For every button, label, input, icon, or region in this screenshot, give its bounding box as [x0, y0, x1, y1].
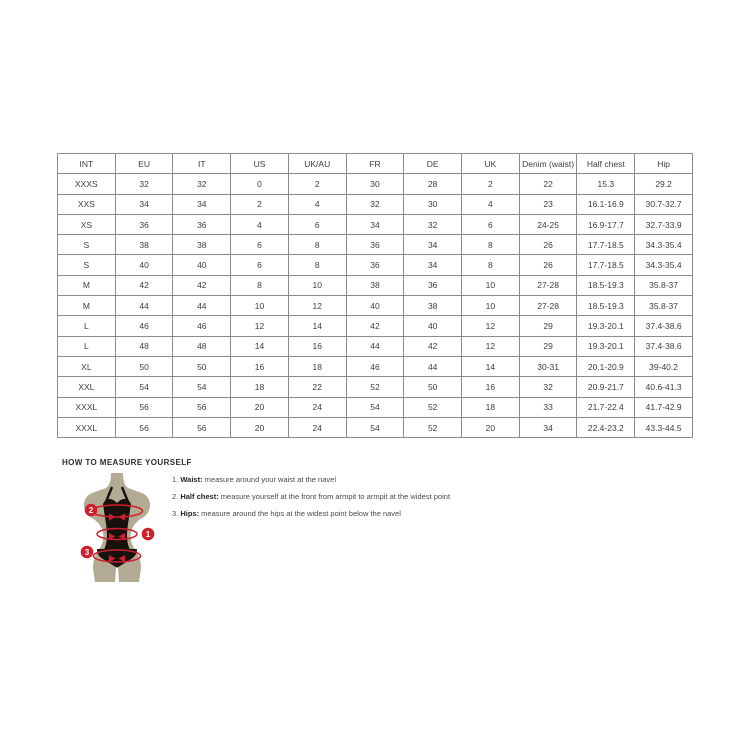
marker-chest	[85, 504, 98, 517]
table-cell: 54	[173, 377, 231, 397]
measure-step	[172, 471, 450, 488]
table-cell: 46	[115, 316, 173, 336]
table-cell: 44	[173, 296, 231, 316]
table-cell: 54	[115, 377, 173, 397]
table-cell: 34.3-35.4	[635, 235, 693, 255]
table-cell: 40.6-41.3	[635, 377, 693, 397]
table-cell: L	[58, 336, 116, 356]
table-row	[58, 336, 693, 356]
measure-step	[172, 505, 450, 522]
table-cell: M	[58, 296, 116, 316]
table-row	[58, 275, 693, 295]
table-cell: 32	[115, 174, 173, 194]
table-cell: 29	[519, 316, 577, 336]
measure-step	[172, 488, 450, 505]
step-text: measure around your waist at the navel	[202, 475, 336, 484]
camisole	[103, 499, 131, 550]
column-header: UK/AU	[288, 154, 346, 174]
table-cell: 40	[173, 255, 231, 275]
column-header: Hip	[635, 154, 693, 174]
table-cell: 43.3-44.5	[635, 417, 693, 437]
table-cell: 30	[404, 194, 462, 214]
table-cell: 16	[288, 336, 346, 356]
table-cell: 27-28	[519, 296, 577, 316]
table-cell: 12	[462, 336, 520, 356]
column-header: DE	[404, 154, 462, 174]
table-cell: 52	[404, 397, 462, 417]
table-row	[58, 214, 693, 234]
table-cell: S	[58, 255, 116, 275]
table-cell: 37.4-38.6	[635, 336, 693, 356]
column-header: Denim (waist)	[519, 154, 577, 174]
table-cell: 29.2	[635, 174, 693, 194]
table-cell: 6	[231, 235, 289, 255]
table-cell: 10	[462, 296, 520, 316]
table-cell: XS	[58, 214, 116, 234]
table-cell: 42	[173, 275, 231, 295]
table-cell: 36	[173, 214, 231, 234]
measure-section-title: HOW TO MEASURE YOURSELF	[62, 458, 192, 467]
table-cell: 34	[346, 214, 404, 234]
table-cell: 56	[173, 417, 231, 437]
table-cell: 16.9-17.7	[577, 214, 635, 234]
table-cell: 10	[231, 296, 289, 316]
step-number: 3.	[172, 509, 181, 519]
table-cell: 30-31	[519, 356, 577, 376]
table-cell: 56	[115, 417, 173, 437]
column-header: US	[231, 154, 289, 174]
table-cell: 10	[462, 275, 520, 295]
table-cell: 44	[115, 296, 173, 316]
table-cell: 46	[346, 356, 404, 376]
table-cell: 37.4-38.6	[635, 316, 693, 336]
table-cell: 56	[115, 397, 173, 417]
table-cell: 8	[231, 275, 289, 295]
table-cell: 27-28	[519, 275, 577, 295]
table-cell: 6	[231, 255, 289, 275]
table-cell: 12	[231, 316, 289, 336]
table-cell: 16	[231, 356, 289, 376]
column-header: EU	[115, 154, 173, 174]
table-cell: 50	[115, 356, 173, 376]
table-cell: 14	[462, 356, 520, 376]
table-cell: 50	[404, 377, 462, 397]
step-text: measure around the hips at the widest point below the navel	[199, 509, 401, 519]
table-row	[58, 235, 693, 255]
size-table-body	[58, 174, 693, 438]
table-cell: 32	[404, 214, 462, 234]
measurement-figure	[78, 470, 181, 595]
table-row	[58, 255, 693, 275]
table-cell: 44	[346, 336, 404, 356]
table-cell: 4	[288, 194, 346, 214]
table-cell: 50	[173, 356, 231, 376]
step-number: 2.	[172, 492, 181, 502]
table-cell: 32.7-33.9	[635, 214, 693, 234]
measure-steps	[172, 471, 450, 523]
table-cell: 18	[231, 377, 289, 397]
table-cell: 54	[346, 417, 404, 437]
mannequin-illustration	[78, 470, 181, 595]
table-cell: 19.3-20.1	[577, 316, 635, 336]
table-cell: XXXS	[58, 174, 116, 194]
size-table	[57, 153, 693, 438]
table-cell: 42	[115, 275, 173, 295]
table-cell: 21.7-22.4	[577, 397, 635, 417]
table-row	[58, 316, 693, 336]
table-cell: 20	[462, 417, 520, 437]
column-header: FR	[346, 154, 404, 174]
table-cell: 0	[231, 174, 289, 194]
table-cell: 42	[346, 316, 404, 336]
table-cell: 18.5-19.3	[577, 275, 635, 295]
table-cell: 56	[173, 397, 231, 417]
table-cell: 36	[115, 214, 173, 234]
table-cell: 24	[288, 417, 346, 437]
table-cell: 20	[231, 397, 289, 417]
table-cell: 18	[288, 356, 346, 376]
table-cell: 40	[404, 316, 462, 336]
table-cell: 24	[288, 397, 346, 417]
table-cell: 30	[346, 174, 404, 194]
table-cell: XXXL	[58, 417, 116, 437]
table-cell: 20.1-20.9	[577, 356, 635, 376]
table-cell: 36	[346, 255, 404, 275]
table-cell: 35.8-37	[635, 275, 693, 295]
table-cell: 22	[288, 377, 346, 397]
table-cell: 38	[173, 235, 231, 255]
table-cell: 12	[288, 296, 346, 316]
table-cell: 41.7-42.9	[635, 397, 693, 417]
table-cell: 6	[288, 214, 346, 234]
table-cell: 38	[346, 275, 404, 295]
table-cell: 15.3	[577, 174, 635, 194]
column-header: Half chest	[577, 154, 635, 174]
table-cell: 38	[404, 296, 462, 316]
table-cell: 12	[462, 316, 520, 336]
marker-hips	[81, 546, 94, 559]
table-cell: 18.5-19.3	[577, 296, 635, 316]
table-row	[58, 397, 693, 417]
table-cell: 34	[115, 194, 173, 214]
table-cell: 39-40.2	[635, 356, 693, 376]
table-cell: 20.9-21.7	[577, 377, 635, 397]
svg-text:1: 1	[145, 530, 151, 539]
table-cell: 33	[519, 397, 577, 417]
table-cell: 44	[404, 356, 462, 376]
column-header: UK	[462, 154, 520, 174]
table-cell: 14	[231, 336, 289, 356]
table-cell: S	[58, 235, 116, 255]
table-cell: 2	[288, 174, 346, 194]
table-cell: 34.3-35.4	[635, 255, 693, 275]
table-cell: XXL	[58, 377, 116, 397]
column-header: IT	[173, 154, 231, 174]
step-label: Waist:	[180, 475, 203, 484]
table-cell: 34	[519, 417, 577, 437]
table-header-row	[58, 154, 693, 174]
table-cell: 4	[231, 214, 289, 234]
table-cell: L	[58, 316, 116, 336]
table-cell: 26	[519, 255, 577, 275]
table-cell: 17.7-18.5	[577, 255, 635, 275]
marker-waist	[142, 528, 155, 541]
table-cell: 18	[462, 397, 520, 417]
table-cell: 28	[404, 174, 462, 194]
table-cell: 14	[288, 316, 346, 336]
table-cell: 52	[404, 417, 462, 437]
table-cell: 34	[404, 255, 462, 275]
step-text: measure yourself at the front from armpit to armpit at the widest point	[218, 492, 451, 502]
table-cell: 52	[346, 377, 404, 397]
table-cell: 32	[173, 174, 231, 194]
svg-text:2: 2	[88, 506, 94, 515]
table-row	[58, 377, 693, 397]
table-cell: 30.7-32.7	[635, 194, 693, 214]
table-cell: 20	[231, 417, 289, 437]
size-table-header	[58, 154, 693, 174]
table-cell: 23	[519, 194, 577, 214]
table-cell: 8	[462, 255, 520, 275]
step-number: 1.	[172, 475, 181, 484]
table-cell: 38	[115, 235, 173, 255]
table-cell: 34	[173, 194, 231, 214]
table-cell: 10	[288, 275, 346, 295]
table-cell: 42	[404, 336, 462, 356]
table-cell: 8	[288, 255, 346, 275]
table-cell: 46	[173, 316, 231, 336]
table-cell: 35.8-37	[635, 296, 693, 316]
table-cell: 24-25	[519, 214, 577, 234]
table-cell: XXXL	[58, 397, 116, 417]
table-row	[58, 194, 693, 214]
table-cell: 48	[173, 336, 231, 356]
table-row	[58, 296, 693, 316]
svg-text:3: 3	[84, 548, 90, 557]
table-cell: 19.3-20.1	[577, 336, 635, 356]
table-cell: 16.1-16.9	[577, 194, 635, 214]
table-cell: 22	[519, 174, 577, 194]
table-cell: 6	[462, 214, 520, 234]
column-header: INT	[58, 154, 116, 174]
table-cell: 26	[519, 235, 577, 255]
table-cell: 48	[115, 336, 173, 356]
table-cell: 4	[462, 194, 520, 214]
table-cell: 8	[462, 235, 520, 255]
table-cell: XL	[58, 356, 116, 376]
table-cell: 32	[346, 194, 404, 214]
table-cell: 36	[346, 235, 404, 255]
table-cell: 32	[519, 377, 577, 397]
table-cell: 34	[404, 235, 462, 255]
table-cell: 22.4-23.2	[577, 417, 635, 437]
table-cell: XXS	[58, 194, 116, 214]
table-cell: 36	[404, 275, 462, 295]
table-cell: 29	[519, 336, 577, 356]
table-cell: 2	[231, 194, 289, 214]
table-row	[58, 356, 693, 376]
table-cell: M	[58, 275, 116, 295]
table-cell: 2	[462, 174, 520, 194]
table-row	[58, 417, 693, 437]
table-row	[58, 174, 693, 194]
step-label: Half chest:	[180, 492, 219, 502]
table-cell: 17.7-18.5	[577, 235, 635, 255]
table-cell: 16	[462, 377, 520, 397]
table-cell: 8	[288, 235, 346, 255]
table-cell: 54	[346, 397, 404, 417]
table-cell: 40	[346, 296, 404, 316]
table-cell: 40	[115, 255, 173, 275]
step-label: Hips:	[180, 509, 200, 519]
